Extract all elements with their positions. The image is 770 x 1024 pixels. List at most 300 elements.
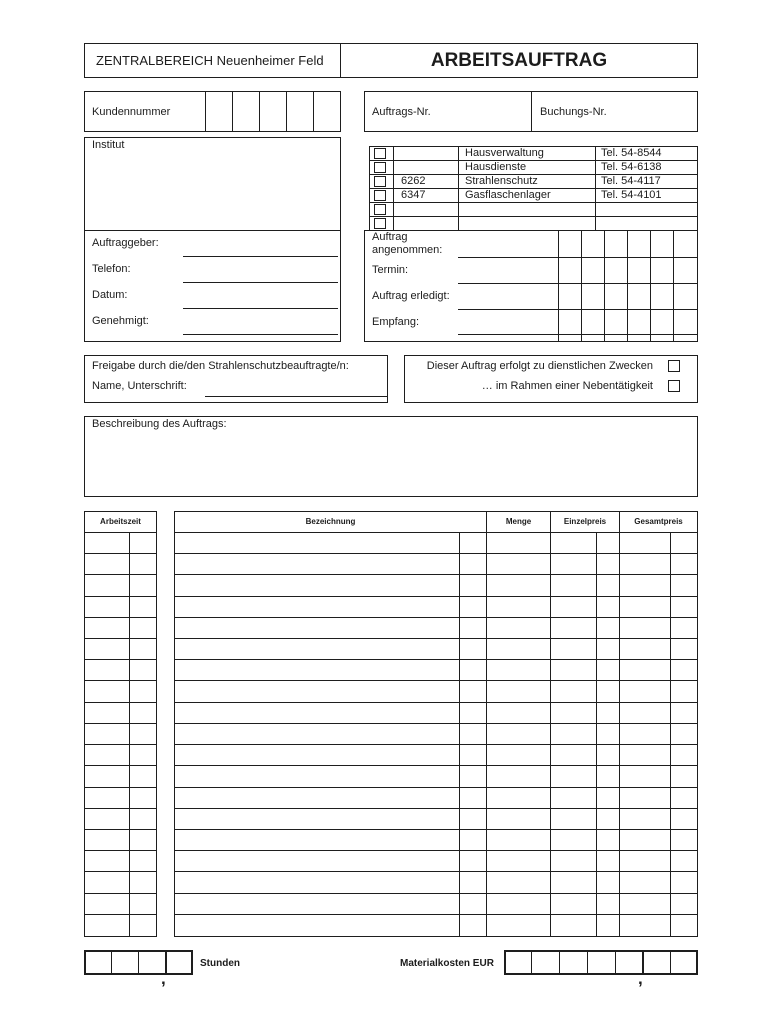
work-time-cell[interactable] <box>85 830 129 850</box>
work-time-cell[interactable] <box>85 554 129 574</box>
institute-field[interactable] <box>85 152 340 230</box>
item-description-cell[interactable] <box>175 788 459 808</box>
item-quantity-cell[interactable] <box>487 724 550 744</box>
unit-price-cent-cell[interactable] <box>597 724 619 744</box>
total-price-euro-cell[interactable] <box>620 724 670 744</box>
item-description-cell[interactable] <box>175 575 459 596</box>
unit-price-euro-cell[interactable] <box>551 872 596 893</box>
material-decimal-separator: , <box>638 969 643 988</box>
item-row <box>175 681 697 703</box>
item-unit-cell[interactable] <box>460 851 486 871</box>
item-unit-cell[interactable] <box>460 681 486 702</box>
unit-price-euro-cell[interactable] <box>551 618 596 638</box>
item-unit-cell[interactable] <box>460 830 486 850</box>
item-unit-cell[interactable] <box>460 766 486 787</box>
material-costs-label: Materialkosten EUR <box>400 958 494 969</box>
item-unit-cell[interactable] <box>460 894 486 914</box>
total-price-euro-cell[interactable] <box>620 554 670 574</box>
grid-divider <box>558 231 559 341</box>
item-row <box>175 554 697 575</box>
form-title: ARBEITSAUFTRAG <box>430 50 608 71</box>
total-price-cent-cell[interactable] <box>671 894 697 914</box>
department-row <box>370 217 697 231</box>
deadline-field[interactable] <box>458 270 697 284</box>
quantity-header: Menge <box>505 517 532 526</box>
item-description-cell[interactable] <box>175 681 459 702</box>
work-time-subcell[interactable] <box>130 639 156 659</box>
work-time-cell[interactable] <box>85 575 129 596</box>
total-price-euro-cell[interactable] <box>620 788 670 808</box>
institute-label: Institut <box>92 139 125 151</box>
total-price-euro-cell[interactable] <box>620 660 670 680</box>
total-price-euro-cell[interactable] <box>620 809 670 829</box>
work-time-cell[interactable] <box>85 703 129 723</box>
material-cent-cell[interactable] <box>671 952 696 973</box>
grid-divider <box>581 231 582 341</box>
date-label: Datum: <box>92 289 128 301</box>
total-price-cent-cell[interactable] <box>671 554 697 574</box>
item-row <box>175 915 697 936</box>
processing-box <box>364 230 698 342</box>
total-price-euro-cell[interactable] <box>620 597 670 617</box>
unit-price-euro-cell[interactable] <box>551 575 596 596</box>
material-digit-cell[interactable] <box>588 952 615 973</box>
department-phone: Tel. 54-8544 <box>601 147 662 159</box>
department-row <box>370 161 697 175</box>
item-row <box>175 618 697 639</box>
client-box <box>84 137 341 342</box>
unit-price-cent-cell[interactable] <box>597 681 619 702</box>
item-description-cell[interactable] <box>175 809 459 829</box>
department-phone: Tel. 54-6138 <box>601 161 662 173</box>
work-time-cell[interactable] <box>85 915 129 936</box>
total-price-euro-cell[interactable] <box>620 894 670 914</box>
total-price-cent-cell[interactable] <box>671 809 697 829</box>
form-header <box>84 43 698 78</box>
total-price-cent-cell[interactable] <box>671 618 697 638</box>
total-price-euro-cell[interactable] <box>620 639 670 659</box>
work-time-cell[interactable] <box>85 872 129 893</box>
total-price-cent-cell[interactable] <box>671 639 697 659</box>
item-quantity-cell[interactable] <box>487 618 550 638</box>
item-unit-cell[interactable] <box>460 575 486 596</box>
work-time-row <box>85 533 156 554</box>
item-description-cell[interactable] <box>175 639 459 659</box>
department-row <box>370 189 697 203</box>
item-description-cell[interactable] <box>175 597 459 617</box>
unit-price-cent-cell[interactable] <box>597 766 619 787</box>
item-row <box>175 639 697 660</box>
customer-number-digit-cell[interactable] <box>286 92 313 131</box>
work-time-cell[interactable] <box>85 639 129 659</box>
work-time-cell[interactable] <box>85 660 129 680</box>
unit-price-cent-cell[interactable] <box>597 597 619 617</box>
department-code: 6262 <box>401 175 426 187</box>
purpose-box <box>404 355 698 403</box>
work-time-row <box>85 724 156 745</box>
unit-price-cent-cell[interactable] <box>597 618 619 638</box>
work-time-cell[interactable] <box>85 745 129 765</box>
department-table <box>369 146 698 231</box>
radiation-release-box <box>84 355 388 403</box>
total-price-cent-cell[interactable] <box>671 766 697 787</box>
department-checkbox[interactable] <box>374 162 386 173</box>
department-checkbox[interactable] <box>374 176 386 187</box>
item-row <box>175 745 697 766</box>
item-quantity-cell[interactable] <box>487 809 550 829</box>
unit-price-euro-cell[interactable] <box>551 639 596 659</box>
unit-price-euro-cell[interactable] <box>551 766 596 787</box>
work-time-row <box>85 745 156 766</box>
item-quantity-cell[interactable] <box>487 597 550 617</box>
work-time-row <box>85 554 156 575</box>
phone-field[interactable] <box>183 269 338 283</box>
work-time-cell[interactable] <box>85 766 129 787</box>
item-unit-cell[interactable] <box>460 533 486 553</box>
work-time-cell[interactable] <box>85 618 129 638</box>
item-unit-cell[interactable] <box>460 872 486 893</box>
item-unit-cell[interactable] <box>460 703 486 723</box>
institute-divider <box>85 230 340 231</box>
grid-divider <box>627 231 628 341</box>
official-purpose-checkbox[interactable] <box>668 360 680 372</box>
total-price-cent-cell[interactable] <box>671 533 697 553</box>
total-price-cent-cell[interactable] <box>671 703 697 723</box>
item-description-cell[interactable] <box>175 745 459 765</box>
total-price-cent-cell[interactable] <box>671 681 697 702</box>
department-row <box>370 203 697 217</box>
total-price-euro-cell[interactable] <box>620 703 670 723</box>
customer-number-digit-cell[interactable] <box>232 92 259 131</box>
item-quantity-cell[interactable] <box>487 894 550 914</box>
department-row <box>370 175 697 189</box>
unit-price-cent-cell[interactable] <box>597 830 619 850</box>
signature-field[interactable] <box>205 383 387 397</box>
unit-price-euro-cell[interactable] <box>551 660 596 680</box>
total-price-euro-cell[interactable] <box>620 745 670 765</box>
work-time-subcell[interactable] <box>130 872 156 893</box>
work-time-subcell[interactable] <box>130 894 156 914</box>
item-quantity-cell[interactable] <box>487 575 550 596</box>
total-price-cent-cell[interactable] <box>671 745 697 765</box>
item-row <box>175 851 697 872</box>
unit-price-cent-cell[interactable] <box>597 809 619 829</box>
work-time-subcell[interactable] <box>130 745 156 765</box>
unit-price-euro-cell[interactable] <box>551 915 596 936</box>
unit-price-cent-cell[interactable] <box>597 639 619 659</box>
item-quantity-cell[interactable] <box>487 639 550 659</box>
unit-price-cent-cell[interactable] <box>597 788 619 808</box>
item-row <box>175 703 697 724</box>
total-price-cent-cell[interactable] <box>671 872 697 893</box>
order-accepted-field[interactable] <box>458 244 697 258</box>
work-time-row <box>85 788 156 809</box>
item-unit-cell[interactable] <box>460 809 486 829</box>
work-time-subcell[interactable] <box>130 851 156 871</box>
unit-price-header: Einzelpreis <box>563 517 607 526</box>
total-price-cent-cell[interactable] <box>671 851 697 871</box>
total-price-cent-cell[interactable] <box>671 597 697 617</box>
work-time-cell[interactable] <box>85 788 129 808</box>
unit-price-euro-cell[interactable] <box>551 894 596 914</box>
unit-price-cent-cell[interactable] <box>597 575 619 596</box>
work-time-subcell[interactable] <box>130 788 156 808</box>
work-time-row <box>85 575 156 597</box>
receipt-field[interactable] <box>458 321 697 335</box>
department-code: 6347 <box>401 189 426 201</box>
total-price-euro-cell[interactable] <box>620 575 670 596</box>
item-quantity-cell[interactable] <box>487 830 550 850</box>
work-time-subcell[interactable] <box>130 915 156 936</box>
unit-price-cent-cell[interactable] <box>597 703 619 723</box>
work-time-cell[interactable] <box>85 724 129 744</box>
item-quantity-cell[interactable] <box>487 703 550 723</box>
material-cent-cell[interactable] <box>644 952 670 973</box>
customer-number-box <box>84 91 341 132</box>
hours-total-box <box>84 950 193 975</box>
item-description-cell[interactable] <box>175 618 459 638</box>
work-time-row <box>85 872 156 894</box>
item-unit-cell[interactable] <box>460 788 486 808</box>
hours-digit-cell[interactable] <box>112 952 138 973</box>
work-time-subcell[interactable] <box>130 660 156 680</box>
customer-number-label: Kundennummer <box>92 106 171 118</box>
work-time-row <box>85 618 156 639</box>
grid-divider <box>604 231 605 341</box>
item-description-cell[interactable] <box>175 851 459 871</box>
item-quantity-cell[interactable] <box>487 745 550 765</box>
work-time-subcell[interactable] <box>130 533 156 553</box>
department-name: Hausverwaltung <box>465 147 544 159</box>
work-time-subcell[interactable] <box>130 703 156 723</box>
total-price-euro-cell[interactable] <box>620 766 670 787</box>
item-row <box>175 533 697 554</box>
item-row <box>175 809 697 830</box>
client-name-field[interactable] <box>183 243 338 257</box>
unit-price-euro-cell[interactable] <box>551 851 596 871</box>
item-description-cell[interactable] <box>175 660 459 680</box>
department-name: Strahlenschutz <box>465 175 538 187</box>
material-digit-cell[interactable] <box>532 952 559 973</box>
approved-field[interactable] <box>183 321 338 335</box>
item-quantity-cell[interactable] <box>487 660 550 680</box>
work-time-subcell[interactable] <box>130 597 156 617</box>
department-checkbox[interactable] <box>374 218 386 229</box>
item-unit-cell[interactable] <box>460 639 486 659</box>
item-quantity-cell[interactable] <box>487 681 550 702</box>
item-description-cell[interactable] <box>175 766 459 787</box>
customer-number-digit-cell[interactable] <box>259 92 286 131</box>
work-time-cell[interactable] <box>85 851 129 871</box>
work-time-subcell[interactable] <box>130 618 156 638</box>
material-costs-box <box>504 950 698 975</box>
department-rows <box>370 147 697 230</box>
work-time-subcell[interactable] <box>130 724 156 744</box>
unit-price-cent-cell[interactable] <box>597 894 619 914</box>
order-number-label: Auftrags-Nr. <box>372 106 431 118</box>
completed-label: Auftrag erledigt: <box>372 290 450 302</box>
item-unit-cell[interactable] <box>460 597 486 617</box>
work-time-subcell[interactable] <box>130 766 156 787</box>
item-quantity-cell[interactable] <box>487 766 550 787</box>
unit-price-euro-cell[interactable] <box>551 597 596 617</box>
item-unit-cell[interactable] <box>460 554 486 574</box>
item-unit-cell[interactable] <box>460 724 486 744</box>
item-unit-cell[interactable] <box>460 915 486 936</box>
unit-price-cent-cell[interactable] <box>597 660 619 680</box>
work-time-subcell[interactable] <box>130 809 156 829</box>
total-price-euro-cell[interactable] <box>620 915 670 936</box>
hours-label: Stunden <box>200 958 240 969</box>
item-quantity-cell[interactable] <box>487 533 550 553</box>
total-price-euro-cell[interactable] <box>620 872 670 893</box>
total-price-euro-cell[interactable] <box>620 618 670 638</box>
material-digit-cell[interactable] <box>506 952 531 973</box>
unit-price-euro-cell[interactable] <box>551 724 596 744</box>
item-unit-cell[interactable] <box>460 660 486 680</box>
item-quantity-cell[interactable] <box>487 788 550 808</box>
work-time-row <box>85 830 156 851</box>
department-checkbox[interactable] <box>374 190 386 201</box>
work-time-row <box>85 894 156 915</box>
hours-digit-cell[interactable] <box>86 952 111 973</box>
unit-price-cent-cell[interactable] <box>597 872 619 893</box>
unit-price-euro-cell[interactable] <box>551 533 596 553</box>
total-price-cent-cell[interactable] <box>671 788 697 808</box>
radiation-release-label: Freigabe durch die/den Strahlenschutzbeauftragte/n: <box>92 360 349 372</box>
work-time-table <box>84 511 157 937</box>
work-time-subcell[interactable] <box>130 681 156 702</box>
approved-label: Genehmigt: <box>92 315 149 327</box>
material-digit-cell[interactable] <box>560 952 587 973</box>
total-price-euro-cell[interactable] <box>620 681 670 702</box>
side-job-checkbox[interactable] <box>668 380 680 392</box>
total-price-cent-cell[interactable] <box>671 915 697 936</box>
work-time-row <box>85 703 156 724</box>
order-booking-divider <box>531 92 532 131</box>
signature-label: Name, Unterschrift: <box>92 380 187 392</box>
item-row <box>175 575 697 597</box>
order-accepted-label-line2: angenommen: <box>372 244 443 256</box>
item-description-cell[interactable] <box>175 703 459 723</box>
item-description-cell[interactable] <box>175 724 459 744</box>
total-price-cent-cell[interactable] <box>671 724 697 744</box>
order-accepted-label-line1: Auftrag <box>372 231 408 243</box>
total-price-euro-cell[interactable] <box>620 533 670 553</box>
unit-price-euro-cell[interactable] <box>551 809 596 829</box>
unit-price-cent-cell[interactable] <box>597 533 619 553</box>
total-price-header: Gesamtpreis <box>634 517 683 526</box>
description-label: Beschreibung des Auftrags: <box>92 418 227 430</box>
booking-number-field[interactable] <box>615 92 697 131</box>
department-phone: Tel. 54-4117 <box>601 175 661 187</box>
department-checkbox[interactable] <box>374 204 386 215</box>
item-row <box>175 894 697 915</box>
item-row <box>175 724 697 745</box>
unit-price-euro-cell[interactable] <box>551 830 596 850</box>
work-time-row <box>85 660 156 681</box>
work-time-cell[interactable] <box>85 809 129 829</box>
unit-price-euro-cell[interactable] <box>551 745 596 765</box>
work-time-subcell[interactable] <box>130 830 156 850</box>
phone-label: Telefon: <box>92 263 131 275</box>
item-row <box>175 660 697 681</box>
item-row <box>175 766 697 788</box>
unit-price-euro-cell[interactable] <box>551 788 596 808</box>
hours-decimal-separator: , <box>161 969 166 988</box>
booking-number-label: Buchungs-Nr. <box>540 106 607 118</box>
work-time-row <box>85 681 156 703</box>
work-time-subcell[interactable] <box>130 554 156 574</box>
department-phone: Tel. 54-4101 <box>601 189 662 201</box>
unit-price-cent-cell[interactable] <box>597 745 619 765</box>
hours-decimal-cell[interactable] <box>167 952 191 973</box>
item-description-cell[interactable] <box>175 533 459 553</box>
item-row <box>175 872 697 894</box>
department-checkbox[interactable] <box>374 148 386 159</box>
item-quantity-cell[interactable] <box>487 851 550 871</box>
work-time-row <box>85 851 156 872</box>
date-field[interactable] <box>183 295 338 309</box>
total-price-euro-cell[interactable] <box>620 830 670 850</box>
description-field[interactable] <box>85 431 697 496</box>
deadline-label: Termin: <box>372 264 409 276</box>
work-time-row <box>85 809 156 830</box>
item-unit-cell[interactable] <box>460 745 486 765</box>
unit-price-cent-cell[interactable] <box>597 851 619 871</box>
customer-number-digit-cell[interactable] <box>205 92 232 131</box>
work-time-cell[interactable] <box>85 681 129 702</box>
work-time-cell[interactable] <box>85 533 129 553</box>
work-time-cell[interactable] <box>85 597 129 617</box>
item-unit-cell[interactable] <box>460 618 486 638</box>
work-time-row <box>85 915 156 936</box>
item-description-cell[interactable] <box>175 830 459 850</box>
unit-price-cent-cell[interactable] <box>597 915 619 936</box>
unit-price-euro-cell[interactable] <box>551 554 596 574</box>
item-description-cell[interactable] <box>175 894 459 914</box>
total-price-cent-cell[interactable] <box>671 830 697 850</box>
item-description-cell[interactable] <box>175 872 459 893</box>
item-rows <box>175 533 697 936</box>
department-name: Hausdienste <box>465 161 527 173</box>
customer-number-digit-cell[interactable] <box>313 92 340 131</box>
item-description-cell[interactable] <box>175 915 459 936</box>
work-time-row <box>85 639 156 660</box>
total-price-euro-cell[interactable] <box>620 851 670 871</box>
work-time-cell[interactable] <box>85 894 129 914</box>
item-quantity-cell[interactable] <box>487 872 550 893</box>
completed-field[interactable] <box>458 296 697 310</box>
item-quantity-cell[interactable] <box>487 915 550 936</box>
order-number-field[interactable] <box>440 92 530 131</box>
order-number-box <box>364 91 698 132</box>
item-quantity-cell[interactable] <box>487 554 550 574</box>
organization-name: ZENTRALBEREICH Neuenheimer Feld <box>96 53 324 68</box>
unit-price-euro-cell[interactable] <box>551 681 596 702</box>
description-box <box>84 416 698 497</box>
work-time-subcell[interactable] <box>130 575 156 596</box>
unit-price-cent-cell[interactable] <box>597 554 619 574</box>
side-job-label: … im Rahmen einer Nebentätigkeit <box>481 380 653 392</box>
unit-price-euro-cell[interactable] <box>551 703 596 723</box>
item-description-cell[interactable] <box>175 554 459 574</box>
total-price-cent-cell[interactable] <box>671 660 697 680</box>
total-price-cent-cell[interactable] <box>671 575 697 596</box>
receipt-label: Empfang: <box>372 316 420 328</box>
work-time-header: Arbeitszeit <box>100 517 141 526</box>
grid-divider <box>673 231 674 341</box>
